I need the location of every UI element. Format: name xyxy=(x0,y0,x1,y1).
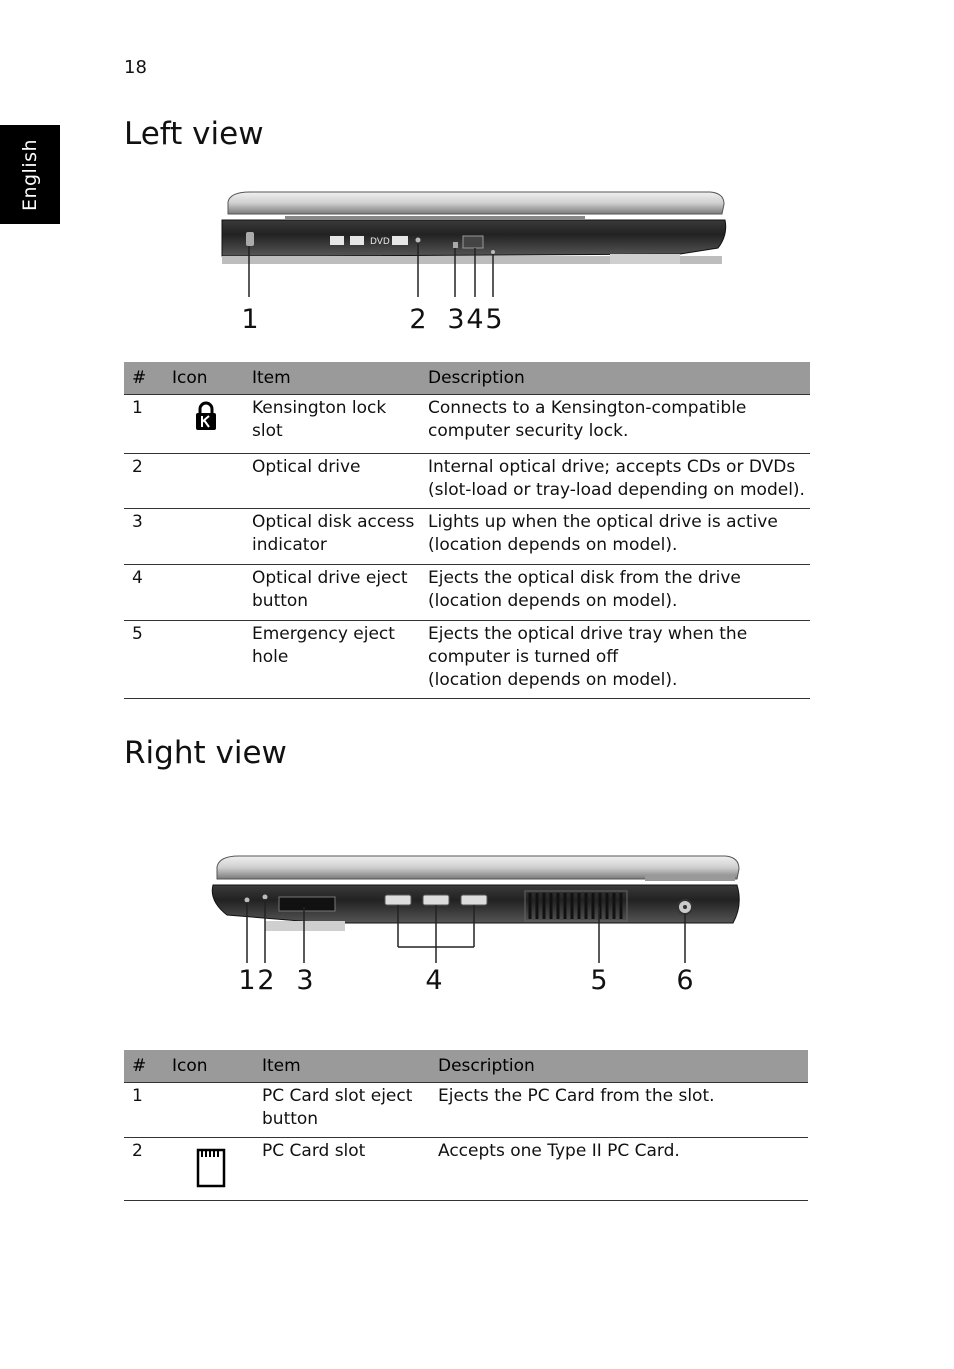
col-header-num: # xyxy=(124,1050,164,1083)
row-item: Optical disk access indicator xyxy=(244,509,420,565)
col-header-item: Item xyxy=(254,1050,430,1083)
row-num: 1 xyxy=(124,1083,164,1138)
col-header-num: # xyxy=(124,362,164,395)
row-item: Optical drive eject button xyxy=(244,565,420,621)
row-icon xyxy=(164,1138,254,1201)
row-num: 5 xyxy=(124,621,164,699)
row-num: 4 xyxy=(124,565,164,621)
language-tab xyxy=(0,125,60,224)
row-item: PC Card slot eject button xyxy=(254,1083,430,1138)
right-callout-2: 2 xyxy=(257,965,275,996)
right-callout-1: 1 xyxy=(238,965,256,996)
col-header-description: Description xyxy=(430,1050,808,1083)
row-icon xyxy=(164,395,244,454)
page-number: 18 xyxy=(124,57,147,78)
left-callout-1: 1 xyxy=(241,304,259,335)
col-header-description: Description xyxy=(420,362,810,395)
col-header-item: Item xyxy=(244,362,420,395)
row-num: 2 xyxy=(124,1138,164,1201)
right-callout-3: 3 xyxy=(296,965,314,996)
row-description: Ejects the PC Card from the slot. xyxy=(430,1083,808,1138)
dvd-label: DVD xyxy=(370,237,390,247)
row-num: 1 xyxy=(124,395,164,454)
row-icon xyxy=(164,454,244,509)
table-row xyxy=(124,454,810,509)
row-num: 3 xyxy=(124,509,164,565)
col-header-icon: Icon xyxy=(164,362,244,395)
left-view-figure xyxy=(210,180,740,340)
right-callout-5: 5 xyxy=(590,965,608,996)
kensington-lock-icon xyxy=(195,401,217,431)
table-header-row xyxy=(124,1050,808,1083)
table-row xyxy=(124,509,810,565)
col-header-icon: Icon xyxy=(164,1050,254,1083)
row-description: Internal optical drive; accepts CDs or DVDs (slot-load or tray-load depending on model). xyxy=(420,454,810,509)
left-view-heading: Left view xyxy=(124,116,264,152)
row-icon xyxy=(164,1083,254,1138)
row-description: Connects to a Kensington-compatible computer security lock. xyxy=(420,395,810,454)
left-view-table xyxy=(124,362,810,699)
left-callout-3: 3 xyxy=(447,304,465,335)
pc-card-icon xyxy=(196,1148,226,1188)
row-icon xyxy=(164,509,244,565)
table-row xyxy=(124,565,810,621)
row-description: Accepts one Type II PC Card. xyxy=(430,1138,808,1201)
row-icon xyxy=(164,565,244,621)
row-icon xyxy=(164,621,244,699)
table-row xyxy=(124,395,810,454)
row-description: Ejects the optical disk from the drive (location depends on model). xyxy=(420,565,810,621)
right-callout-6: 6 xyxy=(676,965,694,996)
description-line: Ejects the optical drive tray when the computer is turned off xyxy=(428,624,748,667)
left-callout-2: 2 xyxy=(409,304,427,335)
right-callout-4: 4 xyxy=(425,965,443,996)
language-tab-label: English xyxy=(19,138,41,212)
right-view-heading: Right view xyxy=(124,735,287,771)
table-row xyxy=(124,1138,808,1201)
row-description xyxy=(420,621,810,699)
left-callout-4: 4 xyxy=(466,304,484,335)
row-item: Emergency eject hole xyxy=(244,621,420,699)
row-description: Lights up when the optical drive is active (location depends on model). xyxy=(420,509,810,565)
right-view-figure xyxy=(205,845,755,1000)
table-row xyxy=(124,1083,808,1138)
row-item: Kensington lock slot xyxy=(244,395,420,454)
right-view-table xyxy=(124,1050,808,1201)
table-row xyxy=(124,621,810,699)
row-item: PC Card slot xyxy=(254,1138,430,1201)
row-item: Optical drive xyxy=(244,454,420,509)
table-header-row xyxy=(124,362,810,395)
row-num: 2 xyxy=(124,454,164,509)
description-line: (location depends on model). xyxy=(428,670,678,690)
left-callout-5: 5 xyxy=(485,304,503,335)
